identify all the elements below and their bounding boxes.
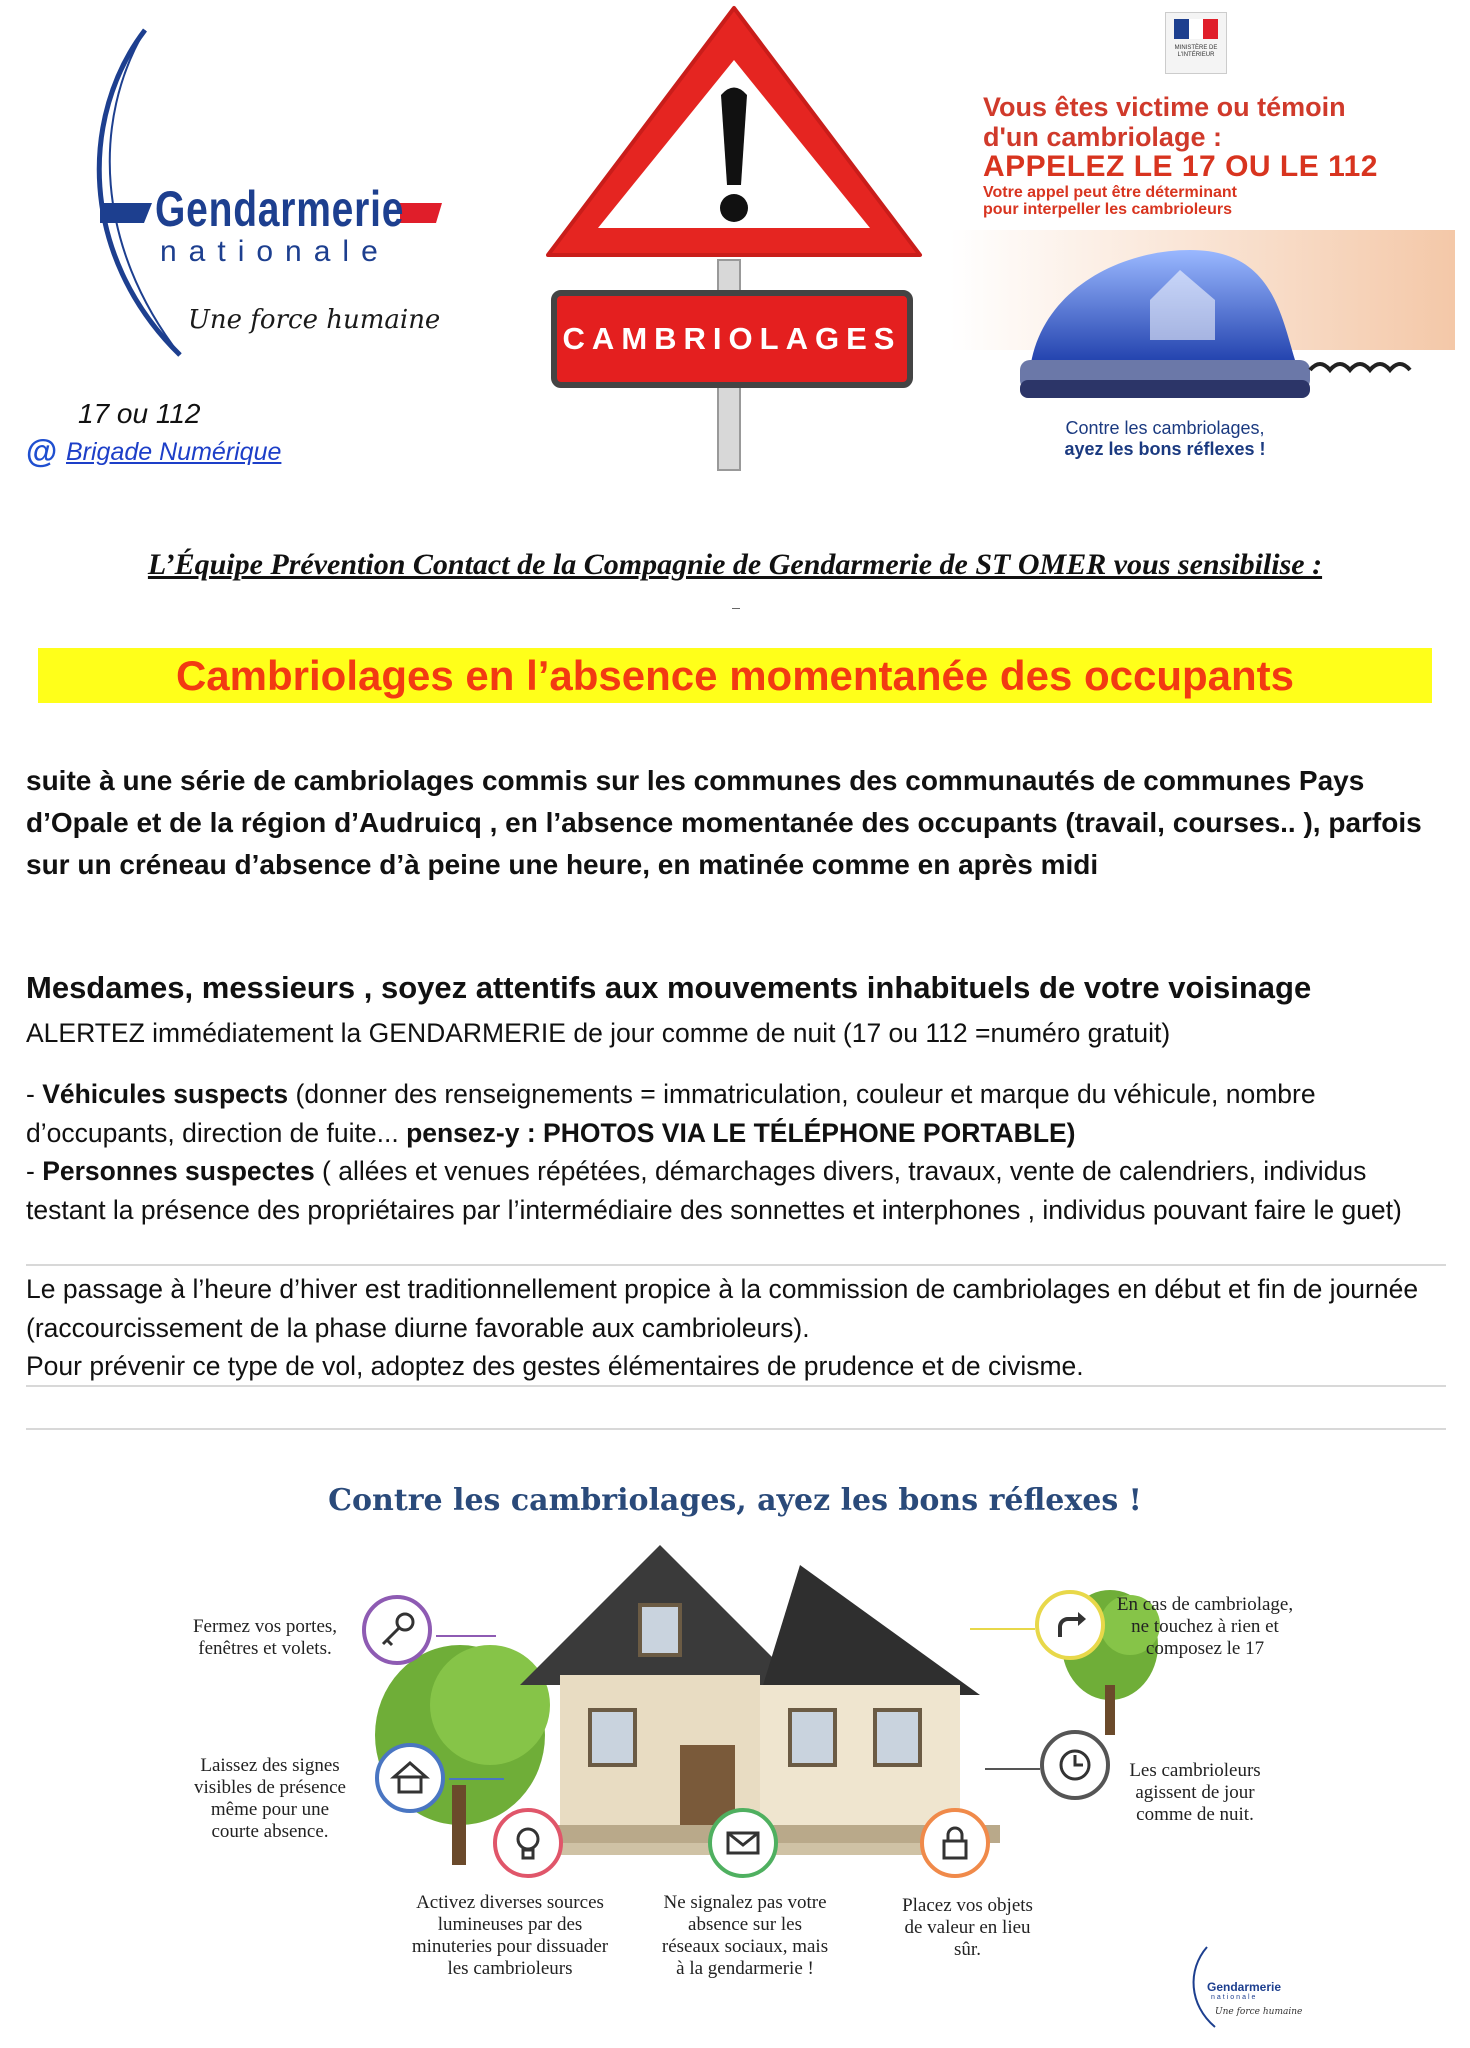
tip-valuables: Placez vos objets de valeur en lieu sûr. bbox=[902, 1895, 1033, 1960]
contact-phone: 17 ou 112 bbox=[78, 398, 201, 429]
paragraph-3 bbox=[26, 1270, 1446, 1386]
title-band bbox=[38, 648, 1432, 703]
warning-triangle-icon bbox=[545, 0, 925, 475]
divider bbox=[26, 1264, 1446, 1266]
divider-dash bbox=[732, 608, 740, 609]
padlock-icon bbox=[920, 1808, 990, 1878]
divider bbox=[26, 1385, 1446, 1387]
ministry-logo bbox=[1165, 12, 1227, 74]
at-icon: @ bbox=[26, 433, 58, 469]
mini-logo-name: Gendarmerie bbox=[1207, 1980, 1282, 1994]
intro-heading: L’Équipe Prévention Contact de la Compagnie de Gendarmerie de ST OMER vous sensibilise : bbox=[147, 548, 1323, 581]
house-icon bbox=[375, 1743, 445, 1813]
list-item: - Personnes suspectes ( allées et venues répétées, démarchages divers, travaux, vente de calendriers, individus testant la présence des propriétaires par l’intermédiaire des sonnettes et interphones , individus pouvant faire le guet) bbox=[26, 1156, 1402, 1225]
tip-day-and-night: Les cambrioleurs agissent de jour comme de nuit. bbox=[1129, 1760, 1261, 1825]
mini-logo-tagline: Une force humaine bbox=[1215, 2007, 1303, 2017]
tip-timers: Activez diverses sources lumineuses par des minuteries pour dissuader les cambrioleurs bbox=[411, 1892, 609, 1979]
poster-line-1: Vous êtes victime ou témoin bbox=[983, 92, 1346, 122]
divider bbox=[26, 1428, 1446, 1430]
connector-line bbox=[449, 1778, 504, 1780]
gendarmerie-logo bbox=[70, 25, 470, 365]
ministry-label: MINISTÈRE DE L'INTÉRIEUR bbox=[1174, 45, 1218, 58]
suspects-list bbox=[26, 1075, 1446, 1229]
police-light-icon bbox=[950, 230, 1455, 410]
brigade-numerique-link[interactable]: Brigade Numérique bbox=[66, 438, 282, 466]
paragraph-1: suite à une série de cambriolages commis sur les communes des communautés de communes Pays d’Opale et de la région d’Audruicq , en l’absence momentanée des occupants (travail, courses.. ), parfois sur un créneau d’absence d’à peine une heure, en matinée comme en après midi bbox=[26, 765, 1422, 880]
warning-sign bbox=[545, 0, 925, 475]
poster-subtext bbox=[983, 184, 1237, 218]
list-item-emphasis: pensez-y : PHOTOS VIA LE TÉLÉPHONE PORTABLE) bbox=[406, 1117, 1076, 1148]
clock-icon bbox=[1040, 1730, 1110, 1800]
mini-logo-subtitle: nationale bbox=[1211, 1994, 1258, 2001]
poster-subtext-a: Votre appel peut être déterminant bbox=[983, 184, 1237, 201]
alert-line: ALERTEZ immédiatement la GENDARMERIE de jour comme de nuit (17 ou 112 =numéro gratuit) bbox=[26, 1018, 1171, 1048]
poster-line-2: d'un cambriolage : bbox=[983, 122, 1222, 152]
logo-wordmark: Gendarmerie bbox=[155, 181, 405, 237]
paragraph-3-line-1: Le passage à l’heure d’hiver est traditionnellement propice à la commission de cambriolages en début et fin de journée (raccourcissement de la phase diurne favorable aux cambrioleurs). bbox=[26, 1274, 1419, 1343]
mini-gendarmerie-logo bbox=[1185, 1945, 1305, 2030]
poster-call-line: APPELEZ LE 17 OU LE 112 bbox=[983, 150, 1378, 183]
vigilance-heading: Mesdames, messieurs , soyez attentifs aux mouvements inhabituels de votre voisinage bbox=[26, 970, 1312, 1005]
logo-subtitle: nationale bbox=[160, 235, 390, 268]
list-item-label: Personnes suspectes bbox=[42, 1156, 315, 1186]
poster-bottom-b: ayez les bons réflexes ! bbox=[1064, 439, 1266, 459]
list-item: - Véhicules suspects (donner des renseignements = immatriculation, couleur et marque du véhicule, nombre d’occupants, direction de fuite... pensez-y : PHOTOS VIA LE TÉLÉPHONE PORTABLE) bbox=[26, 1079, 1316, 1148]
infographic-title: Contre les cambriolages, ayez les bons réflexes ! bbox=[328, 1483, 1142, 1518]
tip-close-doors: Fermez vos portes, fenêtres et volets. bbox=[192, 1616, 338, 1659]
poster-bottom-text bbox=[1005, 418, 1325, 460]
page-title: Cambriolages en l’absence momentanée des occupants bbox=[175, 652, 1295, 699]
arrow-icon bbox=[1035, 1590, 1105, 1660]
connector-line bbox=[970, 1628, 1035, 1630]
poster-bottom-a: Contre les cambriolages, bbox=[1065, 418, 1265, 438]
alert-poster bbox=[950, 0, 1455, 475]
tip-social-networks: Ne signalez pas votre absence sur les réseaux sociaux, mais à la gendarmerie ! bbox=[661, 1892, 829, 1979]
cambriolages-plate: CAMBRIOLAGES bbox=[551, 290, 913, 388]
tip-call-17: En cas de cambriolage, ne touchez à rien et composez le 17 bbox=[1116, 1594, 1294, 1659]
logo-tagline: Une force humaine bbox=[188, 305, 441, 335]
paragraph-3-line-2: Pour prévenir ce type de vol, adoptez des gestes élémentaires de prudence et de civisme. bbox=[26, 1351, 1084, 1381]
key-icon bbox=[362, 1595, 432, 1665]
envelope-icon bbox=[708, 1808, 778, 1878]
poster-subtext-b: pour interpeller les cambrioleurs bbox=[983, 201, 1232, 218]
list-item-label: Véhicules suspects bbox=[42, 1079, 289, 1109]
connector-line bbox=[985, 1768, 1040, 1770]
connector-line bbox=[436, 1635, 496, 1637]
tip-presence-signs: Laissez des signes visibles de présence même pour une courte absence. bbox=[194, 1755, 346, 1842]
lightbulb-icon bbox=[493, 1808, 563, 1878]
